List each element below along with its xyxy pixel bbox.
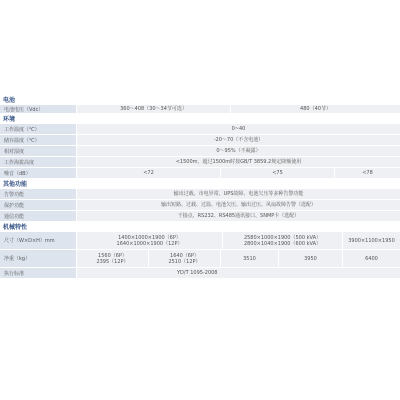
row-label: 噪音（dB）: [0, 168, 76, 178]
dimension-value: 1640×1000×1900（12P）: [116, 240, 183, 247]
cell-value: YD/T 1095-2008: [76, 268, 400, 278]
cell-value: [76, 232, 222, 249]
row-protection: [0, 200, 400, 211]
row-label: 工作海拔高度: [0, 157, 76, 167]
cell-value: 干接点、RS232、RS485通讯接口、SNMP卡（选配）: [76, 211, 400, 221]
cell-value: 360～408（30～34节可选）: [76, 105, 230, 113]
row-label: 保护功能: [0, 200, 76, 210]
cell-value: <1500m，超过1500m时按GB/T 3859.2规定降额使用: [76, 157, 400, 167]
row-op-temp: [0, 124, 400, 135]
dimension-value: 1400×1000×1900（6P）: [118, 234, 181, 241]
row-humidity: [0, 146, 400, 157]
cell-value: <78: [334, 168, 400, 178]
row-storage-temp: [0, 135, 400, 146]
cell-value: 0～95%（不凝露）: [76, 146, 400, 156]
cell-value: <72: [76, 168, 220, 178]
row-label: 执行标准: [0, 268, 76, 278]
row-label: 净重（kg）: [0, 250, 76, 267]
cell-value: [222, 232, 342, 249]
row-dimensions: [0, 232, 400, 250]
cell-value: 3950: [278, 250, 342, 267]
weight-value: 1560（6P）: [98, 252, 127, 259]
section-title-battery: 电池: [3, 97, 16, 104]
row-battery-voltage: [0, 105, 400, 114]
cell-value: -20～70（不含电池）: [76, 135, 400, 145]
row-label: 储存温度（℃）: [0, 135, 76, 145]
cell-value: [76, 250, 148, 267]
cell-value: 0~40: [76, 124, 400, 134]
cell-value: 输出短路、过载、过温、电池欠压、输出过压、风扇故障告警（选配）: [76, 200, 400, 210]
weight-value: 1640（6P）: [170, 252, 199, 259]
row-noise: [0, 168, 400, 179]
cell-value: 3510: [220, 250, 278, 267]
cell-value: 6400: [342, 250, 400, 267]
row-label: 告警功能: [0, 189, 76, 199]
row-label: 通信功能: [0, 211, 76, 221]
row-weight: [0, 250, 400, 268]
row-alarm: [0, 189, 400, 200]
row-label: 工作温度（℃）: [0, 124, 76, 134]
row-standard: [0, 268, 400, 279]
row-communication: [0, 211, 400, 222]
dimension-value: 2800×1040×1900（600 kVA）: [243, 240, 322, 247]
cell-value: <75: [220, 168, 334, 178]
weight-value: 2510（12P）: [168, 258, 201, 265]
cell-value: 3900×1100×1950: [342, 232, 400, 249]
cell-value: 480（40节）: [230, 105, 400, 113]
row-label: 尺寸（W×D×H）mm: [0, 232, 76, 249]
cell-value: [148, 250, 220, 267]
section-title-environment: 环境: [3, 116, 16, 123]
spec-sheet: [0, 95, 400, 279]
section-title-functions: 其他功能: [3, 181, 28, 188]
cell-value: 输出过载、市电异常、UPS故障、电池欠压等多种告警功能: [76, 189, 400, 199]
dimension-value: 2580×1000×1900（500 kVA）: [243, 234, 322, 241]
weight-value: 2395（12P）: [96, 258, 129, 265]
row-label: 相对湿度: [0, 146, 76, 156]
section-title-mechanical: 机械特性: [3, 224, 28, 231]
row-label: 电池电压（Vdc）: [0, 105, 76, 113]
row-altitude: [0, 157, 400, 168]
